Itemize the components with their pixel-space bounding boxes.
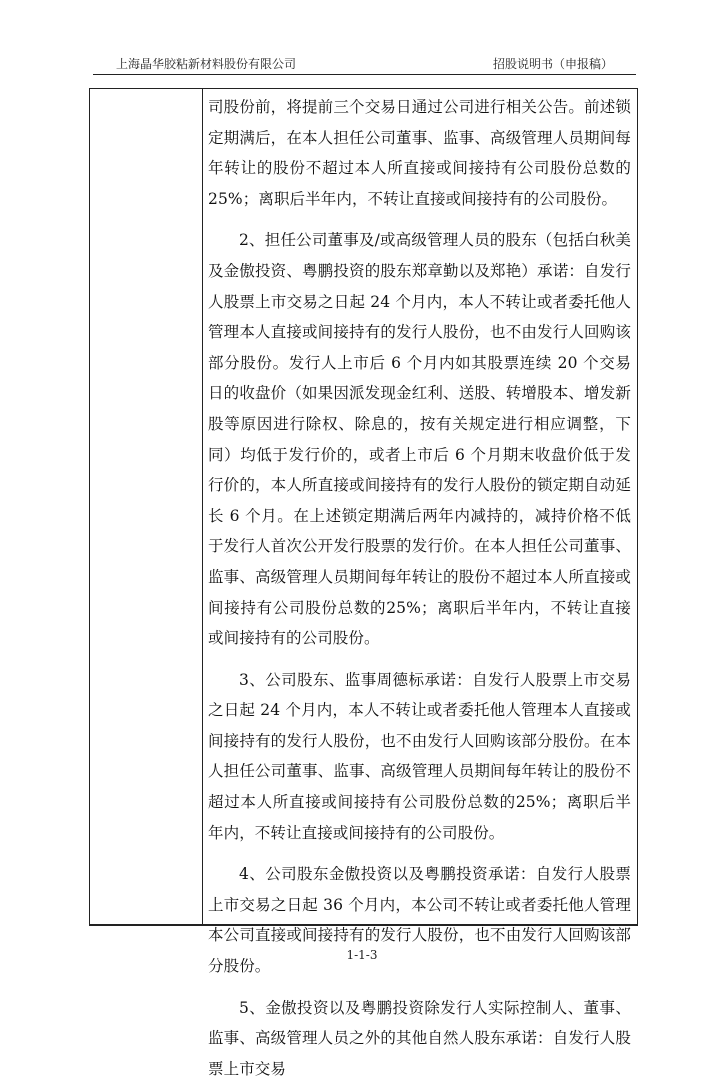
page-number: 1-1-3 xyxy=(346,948,378,962)
document-title: 招股说明书（申报稿） xyxy=(492,57,613,71)
column-divider xyxy=(202,89,203,924)
paragraph-commitment-5: 5、金傲投资以及粤鹏投资除发行人实际控制人、董事、监事、高级管理人员之外的其他自然人股东承诺：自发行人股票上市交易 xyxy=(208,998,631,1078)
paragraph-continuation: 司股份前，将提前三个交易日通过公司进行相关公告。前述锁定期满后，在本人担任公司董事、监事、高级管理人员期间每年转让的股份不超过本人所直接或间接持有公司股份总数的25%；离职后半年内，不转让直接或间接持有的公司股份。 xyxy=(208,98,631,208)
paragraph-commitment-2: 2、担任公司董事及/或高级管理人员的股东（包括白秋美及金傲投资、粤鹏投资的股东郑章勤以及郑艳）承诺：自发行人股票上市交易之日起 24 个月内，本人不转让或者委托他人管理本人直接或间接持有的发行人股份，也不由发行人回购该部分股份。发行人上市后 6 个月内如其股票连续 20 个交易日的收盘价（如果因派发现金红利、送股、转增股本、增发新股等原因进行除权、除息的，按有关规定进行相应调整，下同）均低于发行价的，或者上市后 6 个月期末收盘价低于发行价的，本人所直接或间接持有的发行人股份的锁定期自动延长 6 个月。在上述锁定期满后两年内减持的，减持价格不低于发行人首次公开发行股票的发行价。在本人担任公司董事、监事、高级管理人员期间每年转让的股份不超过本人所直接或间接持有公司股份总数的25%；离职后半年内，不转让直接或间接持有的公司股份。 xyxy=(208,231,631,648)
paragraph-commitment-3: 3、公司股东、监事周德标承诺：自发行人股票上市交易之日起 24 个月内，本人不转让或者委托他人管理本人直接或间接持有的发行人股份，也不由发行人回购该部分股份。在本人担任公司董事、监事、高级管理人员期间每年转让的股份不超过本人所直接或间接持有公司股份总数的25%；离职后半年内，不转让直接或间接持有的公司股份。 xyxy=(208,670,631,842)
company-name: 上海晶华胶粘新材料股份有限公司 xyxy=(116,57,297,71)
table-content-cell xyxy=(208,89,631,1084)
page-header xyxy=(93,52,636,75)
paragraph-commitment-4: 4、公司股东金傲投资以及粤鹏投资承诺：自发行人股票上市交易之日起 36 个月内，本公司不转让或者委托他人管理本公司直接或间接持有的发行人股份，也不由发行人回购该部分股份。 xyxy=(208,865,631,976)
